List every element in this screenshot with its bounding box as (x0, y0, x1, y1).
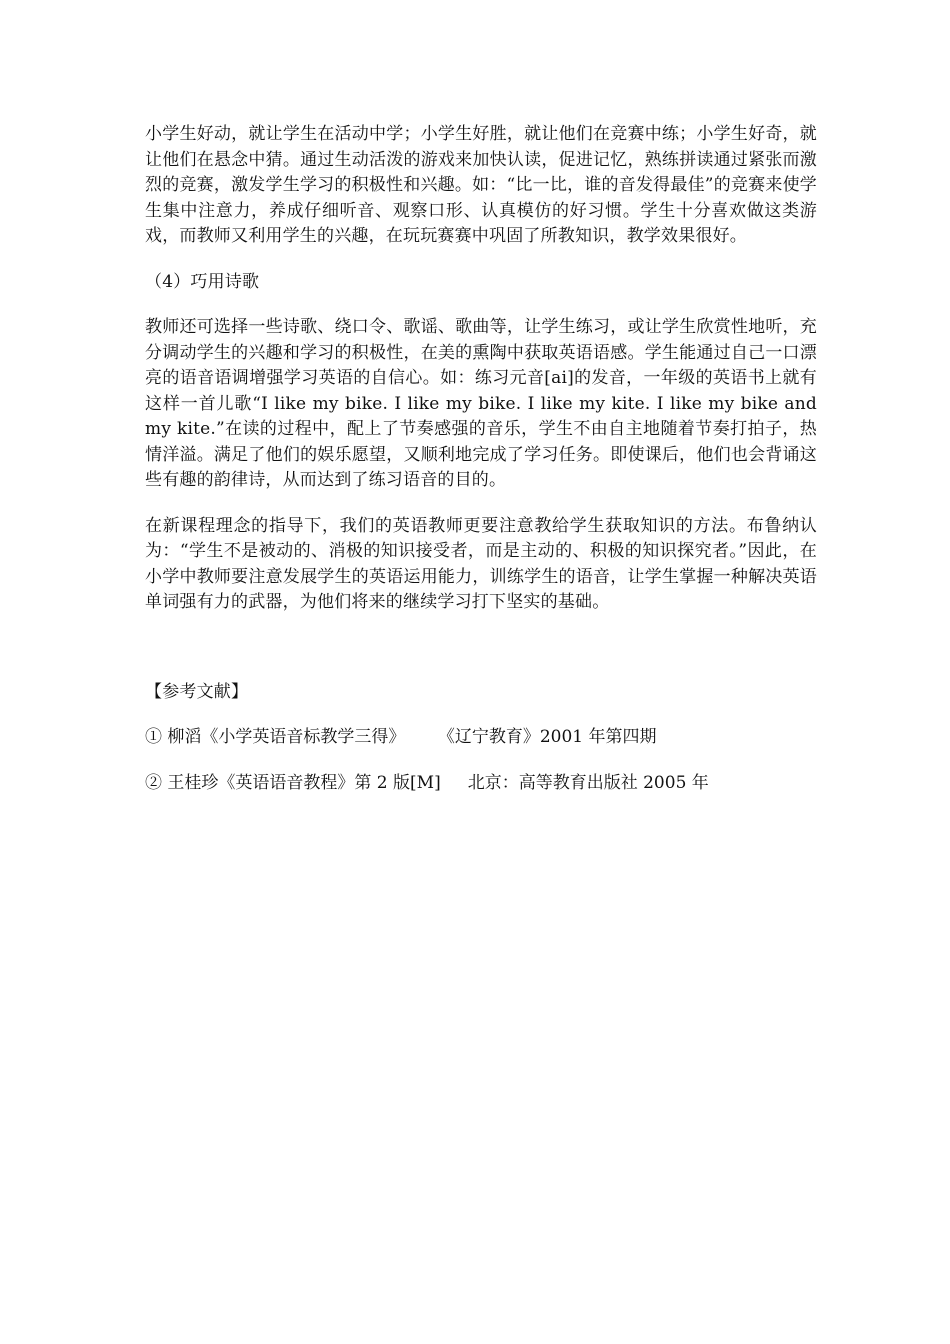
references-title: 【参考文献】 (145, 681, 249, 702)
paragraph-poetry: 教师还可选择一些诗歌、绕口令、歌谣、歌曲等，让学生练习，或让学生欣赏性地听，充分调动学生的兴趣和学习的积极性，在美的熏陶中获取英语语感。学生能通过自己一口漂亮的语音语调增强学习英语的自信心。如：练习元音[ai]的发音，一年级的英语书上就有这样一首儿歌“I like my bike. I like my bike. I like my kite. I like my bike and my kite.”在读的过程中，配上了节奏感强的音乐，学生不由自主地随着节奏打拍子，热情洋溢。满足了他们的娱乐愿望，又顺利地完成了学习任务。即使课后，他们也会背诵这些有趣的韵律诗，从而达到了练习语音的目的。 (145, 317, 817, 490)
reference-item-1: ① 柳滔《小学英语音标教学三得》 《辽宁教育》2001 年第四期 (145, 727, 657, 747)
paragraph-games: 小学生好动，就让学生在活动中学；小学生好胜，就让他们在竞赛中练；小学生好奇，就让他们在悬念中猜。通过生动活泼的游戏来加快认读，促进记忆，熟练拼读通过紧张而激烈的竞赛，激发学生学习的积极性和兴趣。如：“比一比，谁的音发得最佳”的竞赛来使学生集中注意力，养成仔细听音、观察口形、认真模仿的好习惯。学生十分喜欢做这类游戏，而教师又利用学生的兴趣，在玩玩赛赛中巩固了所教知识，教学效果很好。 (145, 124, 817, 246)
document-body (145, 122, 817, 796)
reference-item-2: ② 王桂珍《英语语音教程》第 2 版[M] 北京：高等教育出版社 2005 年 (145, 772, 709, 793)
section-heading-poetry: （4）巧用诗歌 (145, 271, 260, 292)
paragraph-conclusion: 在新课程理念的指导下，我们的英语教师更要注意教给学生获取知识的方法。布鲁纳认为：“学生不是被动的、消极的知识接受者，而是主动的、积极的知识探究者。”因此，在小学中教师要注意发展学生的英语运用能力，训练学生的语音，让学生掌握一种解决英语单词强有力的武器，为他们将来的继续学习打下坚实的基础。 (145, 515, 817, 612)
references-section (145, 680, 817, 797)
section-spacer (145, 616, 817, 680)
